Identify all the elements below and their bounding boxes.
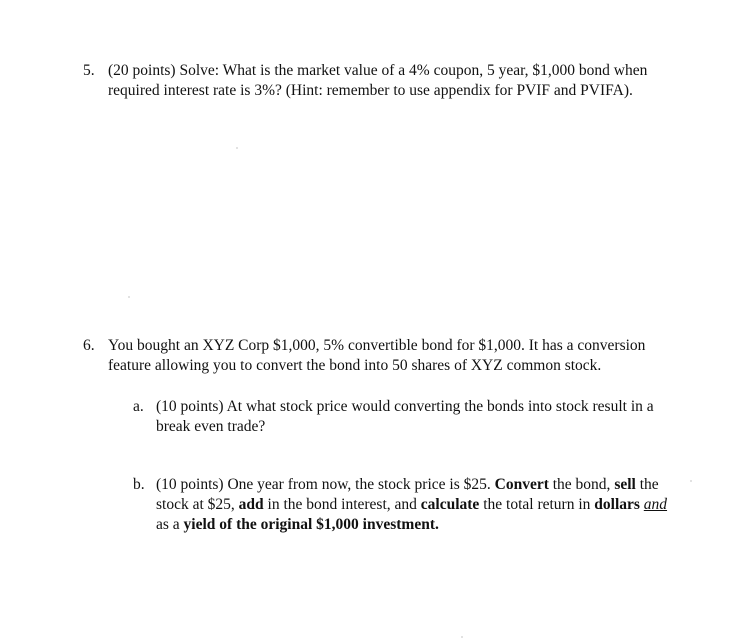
question-6b-label: b. <box>133 476 145 493</box>
question-6a <box>133 397 693 437</box>
emphasis-yield: yield of the original $1,000 investment. <box>183 516 439 533</box>
emphasis-dollars: dollars <box>594 496 640 513</box>
text-run: in the bond interest, and <box>263 496 421 513</box>
scan-speck <box>236 147 238 149</box>
question-6a-text <box>156 397 693 437</box>
emphasis-add: add <box>238 496 264 513</box>
question-5-text <box>108 61 693 101</box>
text-run: the <box>635 476 659 493</box>
question-6b <box>133 475 693 535</box>
question-5-line-2: required interest rate is 3%? (Hint: remember to use appendix for PVIF and PVIFA). <box>108 82 633 99</box>
question-6b-text <box>156 475 693 535</box>
question-6-line-2: feature allowing you to convert the bond into 50 shares of XYZ common stock. <box>108 357 602 374</box>
emphasis-convert: Convert <box>494 476 549 493</box>
scan-speck <box>690 480 692 482</box>
text-run: the bond, <box>548 476 615 493</box>
question-6b-line-1 <box>156 475 693 495</box>
emphasis-sell: sell <box>614 476 636 493</box>
question-6b-line-2 <box>156 495 693 515</box>
scan-speck <box>128 296 130 298</box>
question-6 <box>83 336 693 376</box>
question-6a-line-1: (10 points) At what stock price would converting the bonds into stock result in a <box>156 398 654 415</box>
emphasis-calculate: calculate <box>420 496 480 513</box>
question-6a-line-2: break even trade? <box>156 418 266 435</box>
text-run: stock at $25, <box>156 496 239 513</box>
question-5 <box>83 61 693 101</box>
emphasis-and: and <box>643 496 668 513</box>
question-6-text <box>108 336 693 376</box>
question-6b-line-3 <box>156 515 693 535</box>
scan-speck <box>461 636 463 638</box>
question-6-number: 6. <box>83 337 95 354</box>
question-6a-label: a. <box>133 398 144 415</box>
question-5-number: 5. <box>83 62 95 79</box>
question-5-line-1: (20 points) Solve: What is the market value of a 4% coupon, 5 year, $1,000 bond when <box>108 62 648 79</box>
text-run: the total return in <box>479 496 595 513</box>
text-run: as a <box>156 516 184 533</box>
question-6-line-1: You bought an XYZ Corp $1,000, 5% convertible bond for $1,000. It has a conversion <box>108 337 646 354</box>
text-run: (10 points) One year from now, the stock price is $25. <box>156 476 495 493</box>
